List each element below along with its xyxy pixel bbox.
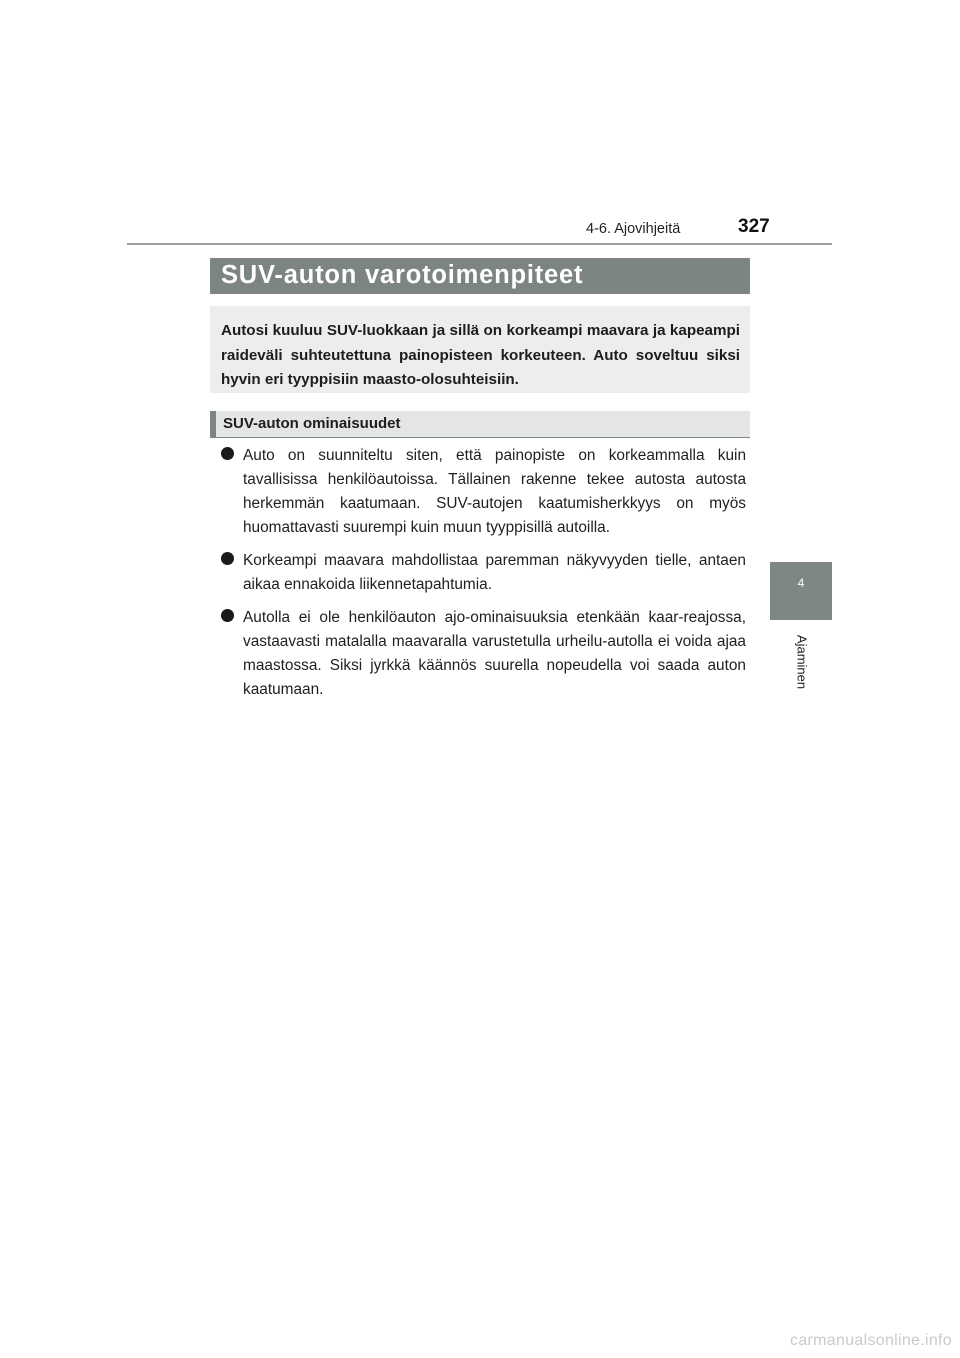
subheading-bar [210,411,750,438]
list-item [220,606,746,702]
chapter-tab-label: Ajaminen [794,634,810,690]
page-number: 327 [738,216,770,237]
header-divider [127,243,832,245]
bullet-text: Autolla ei ole henkilöauton ajo-ominaisuuksia etenkään kaar-reajossa, vastaavasti matalalla maavaralla varustetulla urheilu-autolla ei voida ajaa maastossa. Siksi jyrkkä käännös suurella nopeudella voi saada auton kaatumaan. [243,609,746,698]
subheading-accent [210,411,216,437]
intro-box [210,306,750,393]
bullet-dot-icon [221,447,234,460]
page-title: SUV-auton varotoimenpiteet [210,258,750,294]
chapter-tab [770,562,832,620]
bullet-list [220,444,746,711]
bullet-text: Korkeampi maavara mahdollistaa paremman näkyvyyden tielle, antaen aikaa ennakoida liikennetapahtumia. [243,552,746,593]
bullet-dot-icon [221,552,234,565]
bullet-text: Auto on suunniteltu siten, että painopiste on korkeammalla kuin tavallisissa henkilöautoissa. Tällainen rakenne tekee autosta autosta herkemmän kaatumaan. SUV-autojen kaatumisherkkyys on myös huomattavasti suurempi kuin muun tyyppisillä autoilla. [243,447,746,536]
subheading: SUV-auton ominaisuudet [223,415,401,432]
intro-text: Autosi kuuluu SUV-luokkaan ja sillä on korkeampi maavara ja kapeampi raideväli suhteutettuna painopisteen korkeuteen. Auto soveltuu siksi hyvin eri tyyppisiin maasto-olosuhteisiin. [221,322,740,388]
section-title: 4-6. Ajovihjeitä [586,221,681,237]
list-item [220,444,746,540]
bullet-dot-icon [221,609,234,622]
list-item [220,549,746,597]
chapter-tab-number: 4 [797,576,805,590]
footer-watermark: carmanualsonline.info [790,1332,952,1349]
